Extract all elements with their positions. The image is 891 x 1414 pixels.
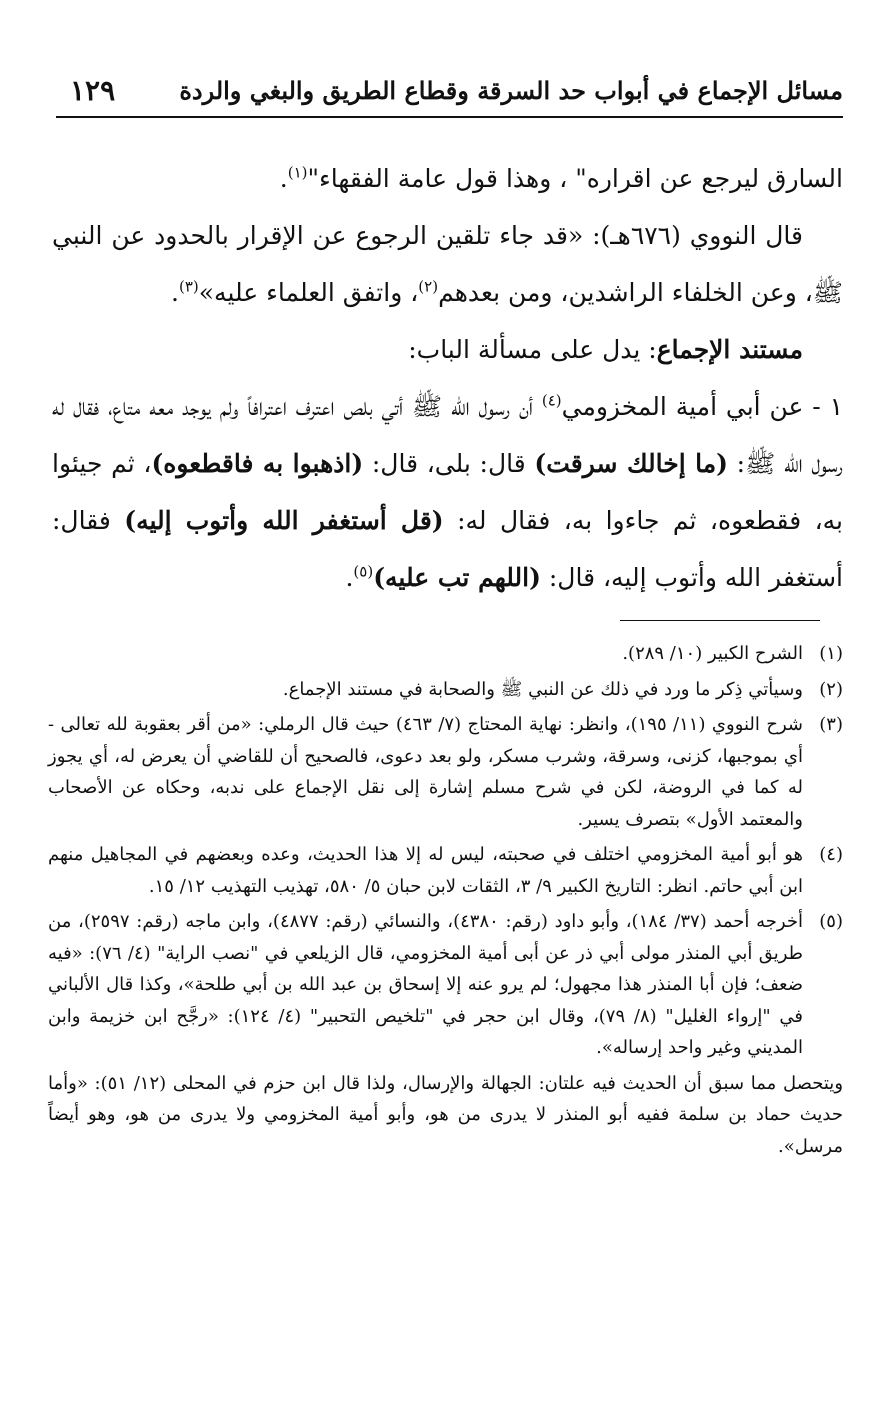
footnote-ref-2[interactable]: (٢)	[418, 277, 439, 296]
footnote-number: (٥)	[819, 911, 843, 932]
paragraph-2-end: .	[171, 278, 179, 307]
section-label: مستند الإجماع	[656, 335, 803, 364]
hadith-text-d: فقال: أستغفر الله وأتوب إليه، قال:	[52, 506, 843, 592]
footnote-2	[48, 674, 843, 706]
running-title: مسائل الإجماع في أبواب حد السرقة وقطاع الطريق والبغي والردة	[179, 76, 843, 105]
paragraph-3	[52, 321, 843, 378]
footnote-ref-4[interactable]: (٤)	[541, 391, 562, 410]
footnotes	[48, 638, 843, 1162]
hadith-text-c: ، ثم جيئوا به، فقطعوه، ثم جاءوا به، فقال له:	[52, 449, 844, 535]
footnote-text: أخرجه أحمد (٣٧/ ١٨٤)، وأبو داود (رقم: ٤٣٨٠)، والنسائي (رقم: ٤٨٧٧)، وابن ماجه (رقم: ٢٥٩٧)، من طريق أبي المنذر مولى أبي ذر عن أبى أمية المخزومي، قال الزيلعي في "نصب الراية" (٤/ ٧٦): «فيه ضعف؛ فإن أبا المنذر هذا مجهول؛ لم يرو عنه إلا إسحاق بن عبد الله بن أبي طلحة»، وكذا قال الألباني في "إرواء الغليل" (٨/ ٧٩)، وقال ابن حجر في "تلخيص التحبير" (٤/ ١٢٤): «رجَّح ابن خزيمة وابن المديني وغير واحد إرساله».	[48, 911, 803, 1058]
footnote-ref-3[interactable]: (٣)	[178, 277, 199, 296]
footnote-ref-1[interactable]: (١)	[287, 163, 308, 182]
paragraph-2-text-a: قال النووي (٦٧٦هـ): «قد جاء تلقين الرجوع عن الإقرار بالحدود عن النبي ﷺ، وعن الخلفاء الراشدين، ومن بعدهم	[52, 221, 843, 307]
footnote-number: (٣)	[819, 714, 843, 735]
hadith-quote-1: (ما إخالك سرقت)	[534, 449, 728, 478]
paragraph-1-text: السارق ليرجع عن اقراره" ، وهذا قول عامة الفقهاء"	[307, 164, 843, 193]
paragraph-1-end: .	[279, 164, 288, 193]
footnote-1	[48, 638, 843, 670]
footnote-number: (٢)	[819, 678, 843, 700]
footnote-separator	[620, 620, 820, 621]
hadith-quote-3: (قل أستغفر الله وأتوب إليه)	[124, 506, 444, 535]
footnote-text: الشرح الكبير (١٠/ ٢٨٩).	[622, 643, 803, 664]
paragraph-2	[52, 207, 843, 321]
hadith-quote-4: (اللهم تب عليه)	[373, 563, 541, 592]
hadith-text-b: قال: بلى، قال:	[363, 449, 535, 478]
main-text	[52, 150, 843, 606]
footnote-4	[48, 839, 843, 902]
footnote-ref-5[interactable]: (٥)	[353, 562, 374, 581]
hadith-quote-2: (اذهبوا به فاقطعوه)	[151, 449, 364, 478]
paragraph-4	[52, 378, 843, 606]
page-number: ١٢٩	[70, 74, 116, 107]
header-rule	[56, 116, 843, 118]
paragraph-4-end: .	[345, 563, 354, 592]
paragraph-2-text-b: ، واتفق العلماء عليه»	[198, 278, 419, 307]
paragraph-3-text: : يدل على مسألة الباب:	[408, 335, 657, 364]
footnote-text: شرح النووي (١١/ ١٩٥)، وانظر: نهاية المحتاج (٧/ ٤٦٣) حيث قال الرملي: «من أقر بعقوبة لله تعالى - أي بموجبها، كزنى، وسرقة، وشرب مسكر، ولو بعد دعوى، فالصحيح أن للقاضي أن يعرض له، أي يجوز له كما في الروضة، لكن في شرح مسلم إشارة إلى نقل الإجماع على ندبه، وحكاه عن الأصحاب والمعتمد الأول» بتصرف يسير.	[48, 714, 803, 830]
footnote-continuation: ويتحصل مما سبق أن الحديث فيه علتان: الجهالة والإرسال، ولذا قال ابن حزم في المحلى (١٢/ ٥١): «وأما حديث حماد بن سلمة ففيه أبو المنذر لا يدرى من هو، وأبو أمية المخزومي ولا يدرى من هو، وهو أيضاً مرسل».	[48, 1072, 844, 1157]
hadith-text-a: أن رسول الله ﷺ أتي بلص اعترف اعترافاً ولم يوجد معه متاع، فقال له رسول الله ﷺ:	[52, 392, 843, 478]
footnote-3	[48, 709, 843, 835]
footnote-number: (٤)	[819, 844, 843, 865]
page-header	[56, 66, 843, 116]
paragraph-1	[52, 150, 843, 207]
footnote-5	[48, 906, 843, 1064]
footnote-text: وسيأتي ذِكر ما ورد في ذلك عن النبي ﷺ والصحابة في مستند الإجماع.	[282, 678, 803, 700]
footnote-text: هو أبو أمية المخزومي اختلف في صحبته، ليس له إلا هذا الحديث، وعده وبعضهم في المجاهيل منهم ابن أبي حاتم. انظر: التاريخ الكبير ٩/ ٣، الثقات لابن حبان ٥/ ٥٨٠، تهذيب التهذيب ١٢/ ١٥.	[48, 844, 803, 897]
hadith-intro: ١ - عن أبي أمية المخزومي	[561, 392, 843, 421]
footnote-number: (١)	[819, 643, 843, 664]
